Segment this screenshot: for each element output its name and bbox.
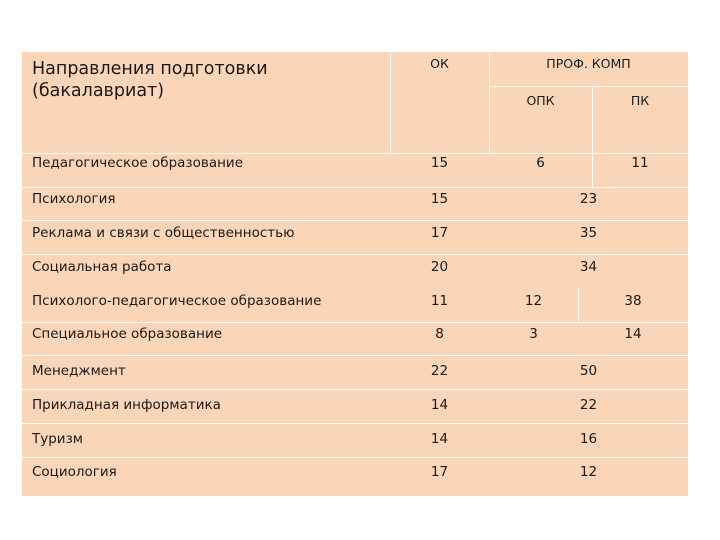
row-ok-value: 17	[430, 225, 449, 241]
header-direction: Направления подготовки (бакалавриат)	[32, 59, 268, 101]
divider-prof-sub	[489, 86, 688, 87]
row-name: Психолого-педагогическое образование	[32, 293, 322, 309]
row-ok-value: 8	[435, 326, 444, 342]
row-prof-value: 35	[579, 225, 598, 241]
header-pk: ПК	[630, 93, 650, 108]
row-name: Социальная работа	[32, 259, 172, 275]
row-divider	[22, 322, 688, 323]
row-ok-value: 20	[430, 259, 449, 275]
competency-table	[22, 52, 688, 496]
row-divider	[22, 457, 688, 458]
row-name: Педагогическое образование	[32, 155, 243, 171]
row-prof-value: 50	[579, 363, 598, 379]
row-divider	[22, 187, 688, 188]
row-divider	[22, 254, 688, 255]
row-opk-value: 6	[536, 155, 545, 171]
row-divider	[22, 355, 688, 356]
row-ok-value: 17	[430, 464, 449, 480]
row-prof-value: 22	[579, 397, 598, 413]
row-prof-value: 23	[579, 191, 598, 207]
header-opk: ОПК	[526, 93, 555, 108]
row-name: Реклама и связи с общественностью	[32, 225, 295, 241]
row-ok-value: 15	[430, 155, 449, 171]
row-ok-value: 15	[430, 191, 449, 207]
row-prof-value: 12	[579, 464, 598, 480]
row-divider	[22, 153, 688, 154]
row-ok-value: 11	[430, 293, 449, 309]
row-name: Психология	[32, 191, 116, 207]
row-name: Туризм	[32, 431, 83, 447]
row-ok-value: 22	[430, 363, 449, 379]
row-pk-value: 11	[631, 155, 649, 171]
row-divider	[22, 423, 688, 424]
row-divider	[22, 389, 688, 390]
row-prof-value: 16	[579, 431, 598, 447]
row-ok-value: 14	[430, 397, 449, 413]
header-ok: ОК	[430, 56, 449, 71]
row-opk-value: 12	[524, 293, 543, 309]
row-pk-value: 14	[624, 326, 642, 342]
row-prof-value: 34	[579, 259, 598, 275]
row-name: Специальное образование	[32, 326, 223, 342]
row-ok-value: 14	[430, 431, 449, 447]
row-divider	[22, 220, 688, 221]
row-name: Менеджмент	[32, 363, 126, 379]
row-pk-value: 38	[624, 293, 642, 309]
row-opk-value: 3	[529, 326, 538, 342]
row-name: Прикладная информатика	[32, 397, 221, 413]
row-name: Социология	[32, 464, 117, 480]
header-prof-komp: ПРОФ. КОМП	[546, 56, 631, 71]
